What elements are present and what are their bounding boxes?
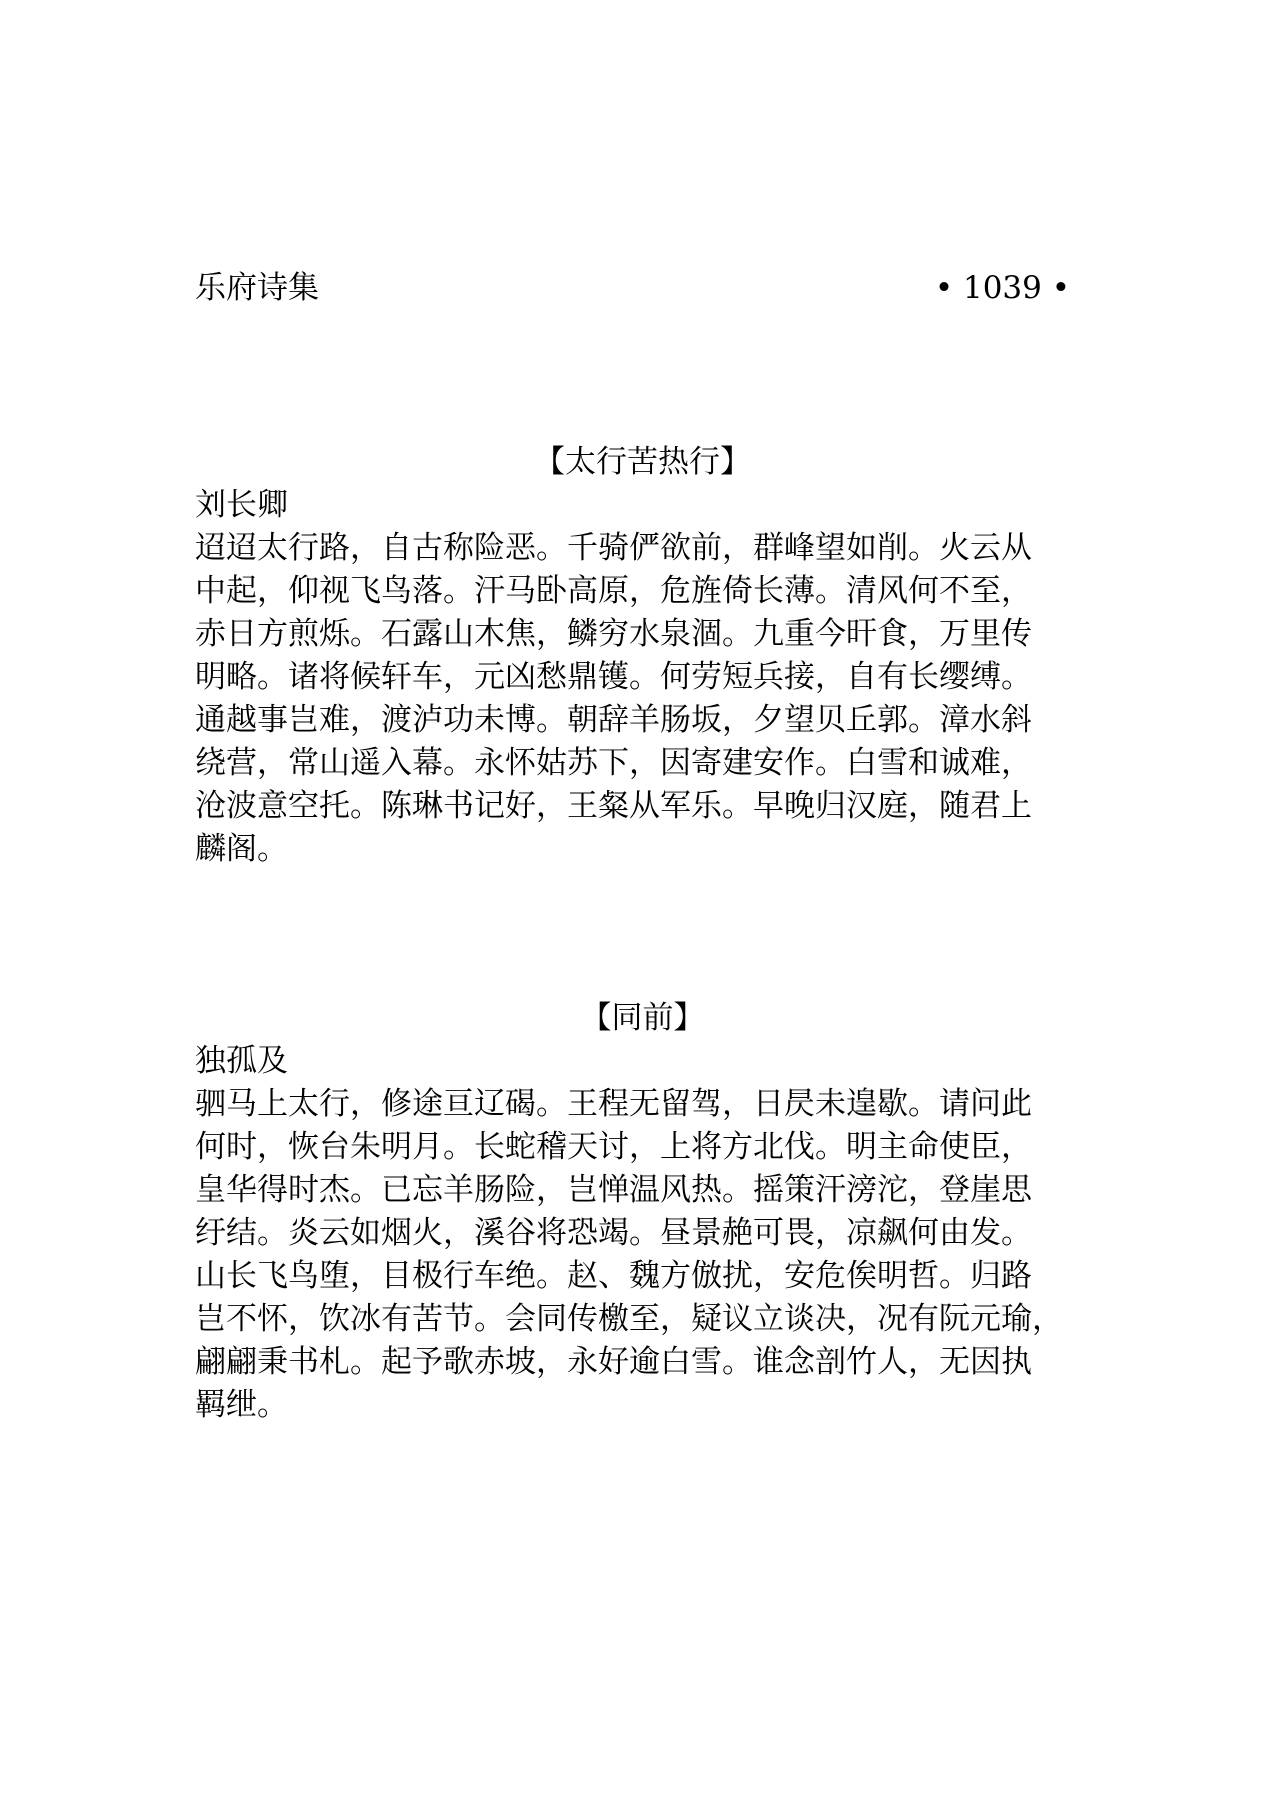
poem-title: 【太行苦热行】 bbox=[534, 444, 751, 480]
page-number: • 1039 • bbox=[934, 270, 1070, 306]
poem-line: 明略。诸将候轩车，元凶愁鼎镬。何劳短兵接，自有长缨缚。 bbox=[195, 659, 1032, 695]
poem-line: 山长飞鸟堕，目极行车绝。赵、魏方倣扰，安危俟明哲。归路 bbox=[195, 1258, 1032, 1294]
poem-line: 驷马上太行，修途亘辽碣。王程无留驾，日昃未遑歇。请问此 bbox=[195, 1086, 1032, 1122]
poem-line: 麟阁。 bbox=[195, 831, 288, 867]
poem-line: 纡结。炎云如烟火，溪谷将恐竭。昼景赩可畏，凉飙何由发。 bbox=[195, 1215, 1032, 1251]
poem-line: 中起，仰视飞鸟落。汗马卧高原，危旌倚长薄。清风何不至， bbox=[195, 573, 1032, 609]
poem-line: 绕营，常山遥入幕。永怀姑苏下，因寄建安作。白雪和诚难， bbox=[195, 745, 1032, 781]
poem-section bbox=[195, 440, 1090, 871]
poem-line: 翩翩秉书札。起予歌赤坡，永好逾白雪。谁念剖竹人，无因执 bbox=[195, 1344, 1032, 1380]
poem-body bbox=[195, 1083, 1090, 1427]
poem-body bbox=[195, 527, 1090, 871]
poem-line: 赤日方煎烁。石露山木焦，鳞穷水泉涸。九重今旰食，万里传 bbox=[195, 616, 1032, 652]
poem-line: 岂不怀，饮冰有苦节。会同传檄至，疑议立谈决，况有阮元瑜， bbox=[195, 1301, 1063, 1337]
poem-author: 独孤及 bbox=[195, 1043, 288, 1079]
book-title: 乐府诗集 bbox=[195, 270, 319, 306]
poem-section bbox=[195, 996, 1090, 1427]
poem-line: 沧波意空托。陈琳书记好，王粲从军乐。早晚归汉庭，随君上 bbox=[195, 788, 1032, 824]
poem-title: 【同前】 bbox=[580, 1000, 705, 1036]
poem-line: 迢迢太行路，自古称险恶。千骑俨欲前，群峰望如削。火云从 bbox=[195, 530, 1032, 566]
poem-line: 何时，恢台朱明月。长蛇稽天讨，上将方北伐。明主命使臣， bbox=[195, 1129, 1032, 1165]
poem-author: 刘长卿 bbox=[195, 487, 288, 523]
poem-line: 羁绁。 bbox=[195, 1387, 288, 1423]
poem-line: 皇华得时杰。已忘羊肠险，岂惮温风热。摇策汗滂沱，登崖思 bbox=[195, 1172, 1032, 1208]
poem-line: 通越事岂难，渡泸功未博。朝辞羊肠坂，夕望贝丘郭。漳水斜 bbox=[195, 702, 1032, 738]
